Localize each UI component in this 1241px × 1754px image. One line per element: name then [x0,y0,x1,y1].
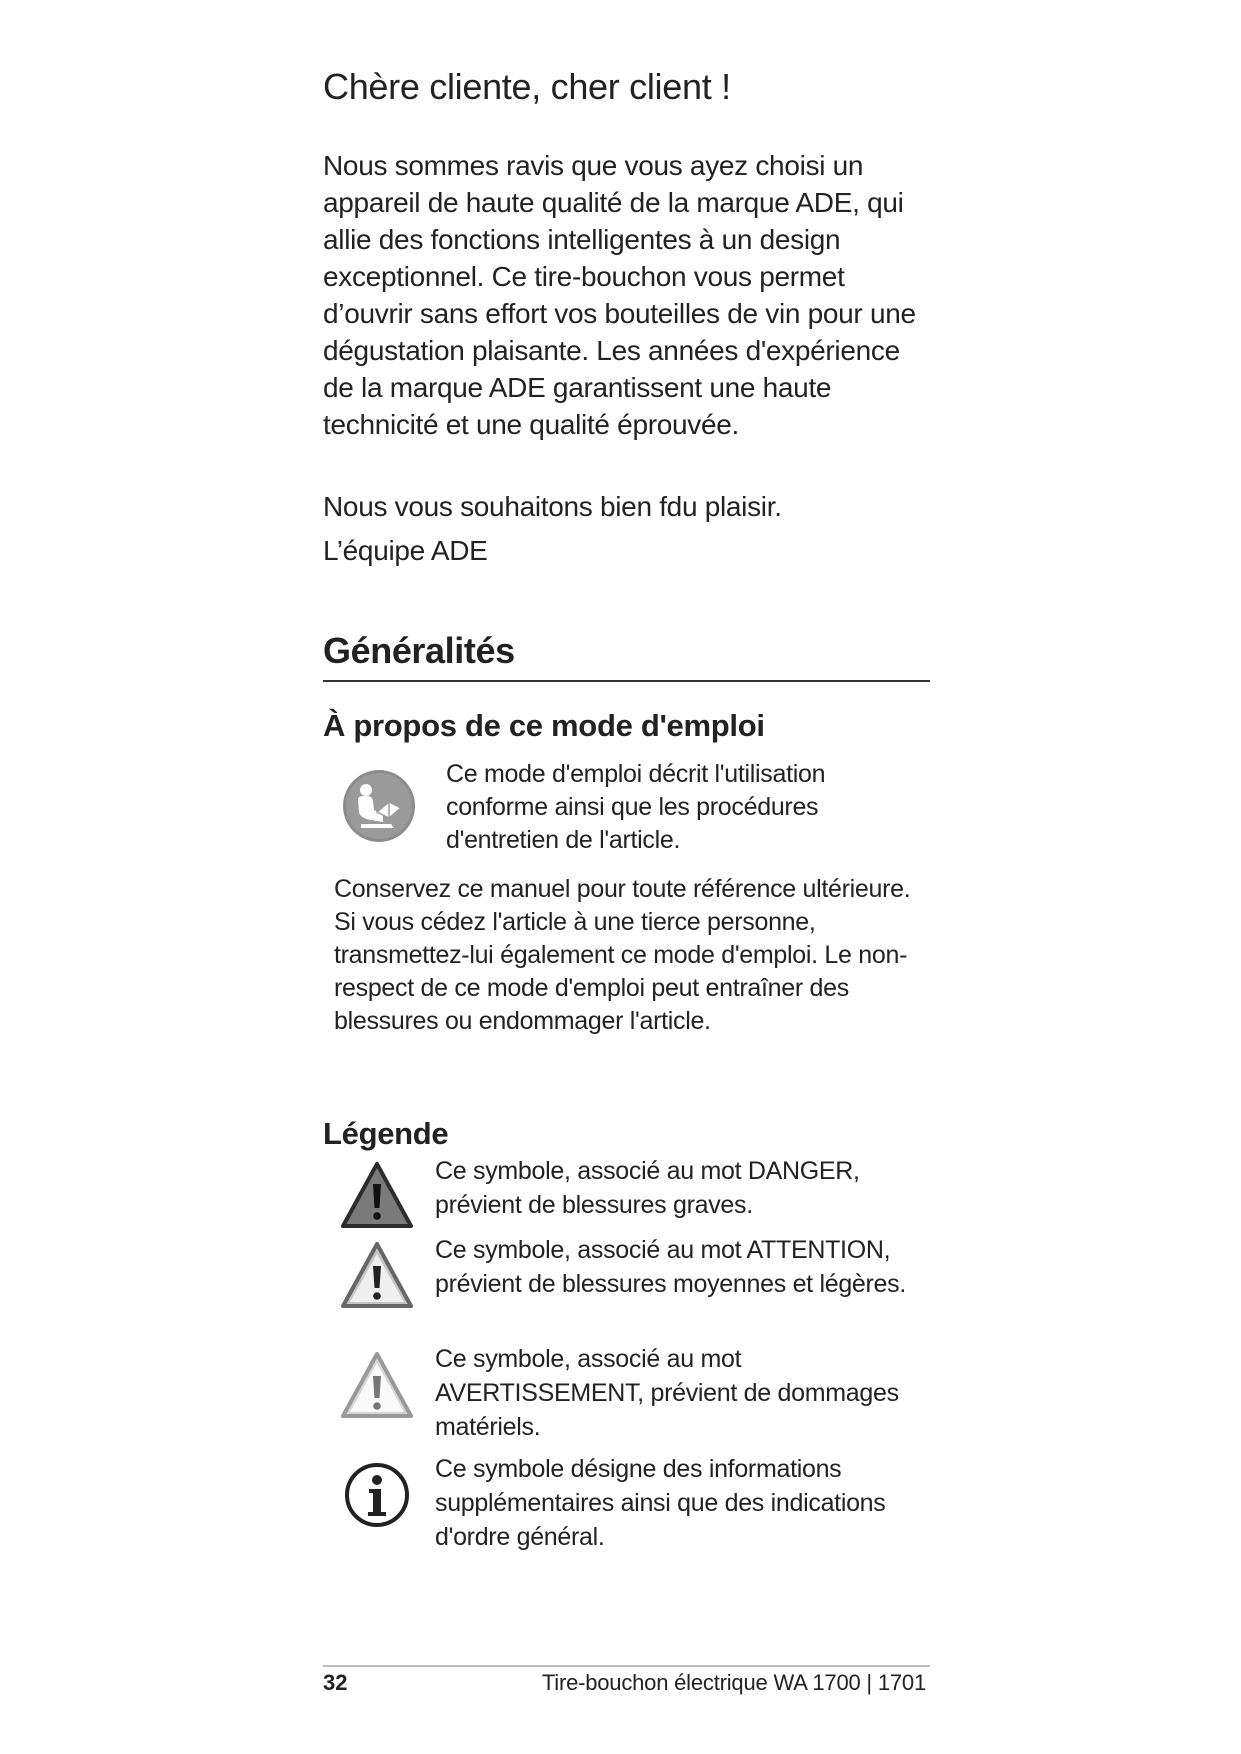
subheading-legend: Légende [323,1116,449,1151]
page-number: 32 [323,1670,348,1695]
danger-warning-icon [340,1160,414,1230]
about-short-text: Ce mode d'emploi décrit l'utilisation conforme ainsi que les procédures d'entretien de l'article. [446,760,826,854]
legend-text-attention: Ce symbole, associé au mot ATTENTION, prévient de blessures moyennes et légères. [435,1236,907,1298]
signature: L’équipe ADE [323,535,488,566]
footer-divider [323,1665,930,1667]
subheading-about-manual: À propos de ce mode d'emploi [323,708,765,743]
closing-wish: Nous vous souhaitons bien fdu plaisir. [323,491,782,522]
info-icon [340,1460,414,1530]
attention-warning-icon [340,1240,414,1310]
greeting-title: Chère cliente, cher client ! [323,66,731,107]
notice-warning-icon [340,1350,414,1420]
legend-text-notice: Ce symbole, associé au mot AVERTISSEMENT, prévient de dommages matériels. [435,1345,899,1441]
legend-text-info: Ce symbole désigne des informations supplémentaires ainsi que des indications d'ordre général. [435,1455,886,1551]
intro-paragraph: Nous sommes ravis que vous ayez choisi un appareil de haute qualité de la marque ADE, qui allie des fonctions intelligentes à un design exceptionnel. Ce tire-bouchon vous permet d’ouvrir sans effort vos bouteilles de vin pour une dégustation plaisante. Les années d'expérience de la marque ADE garantissent une haute technicité et une qualité éprouvée. [323,150,916,440]
about-long-text: Conservez ce manuel pour toute référence ultérieure. Si vous cédez l'article à une tierce personne, transmettez-lui également ce mode d'emploi. Le non-respect de ce mode d'emploi peut entraîner des blessures ou endommager l'article. [334,875,911,1035]
legend-text-danger: Ce symbole, associé au mot DANGER, prévient de blessures graves. [435,1157,860,1219]
manual-page [323,0,930,1754]
section-heading-general: Généralités [323,630,515,671]
read-manual-icon [341,768,417,844]
section-divider [323,680,930,682]
footer-product-title: Tire-bouchon électrique WA 1700 | 1701 [541,1670,926,1695]
